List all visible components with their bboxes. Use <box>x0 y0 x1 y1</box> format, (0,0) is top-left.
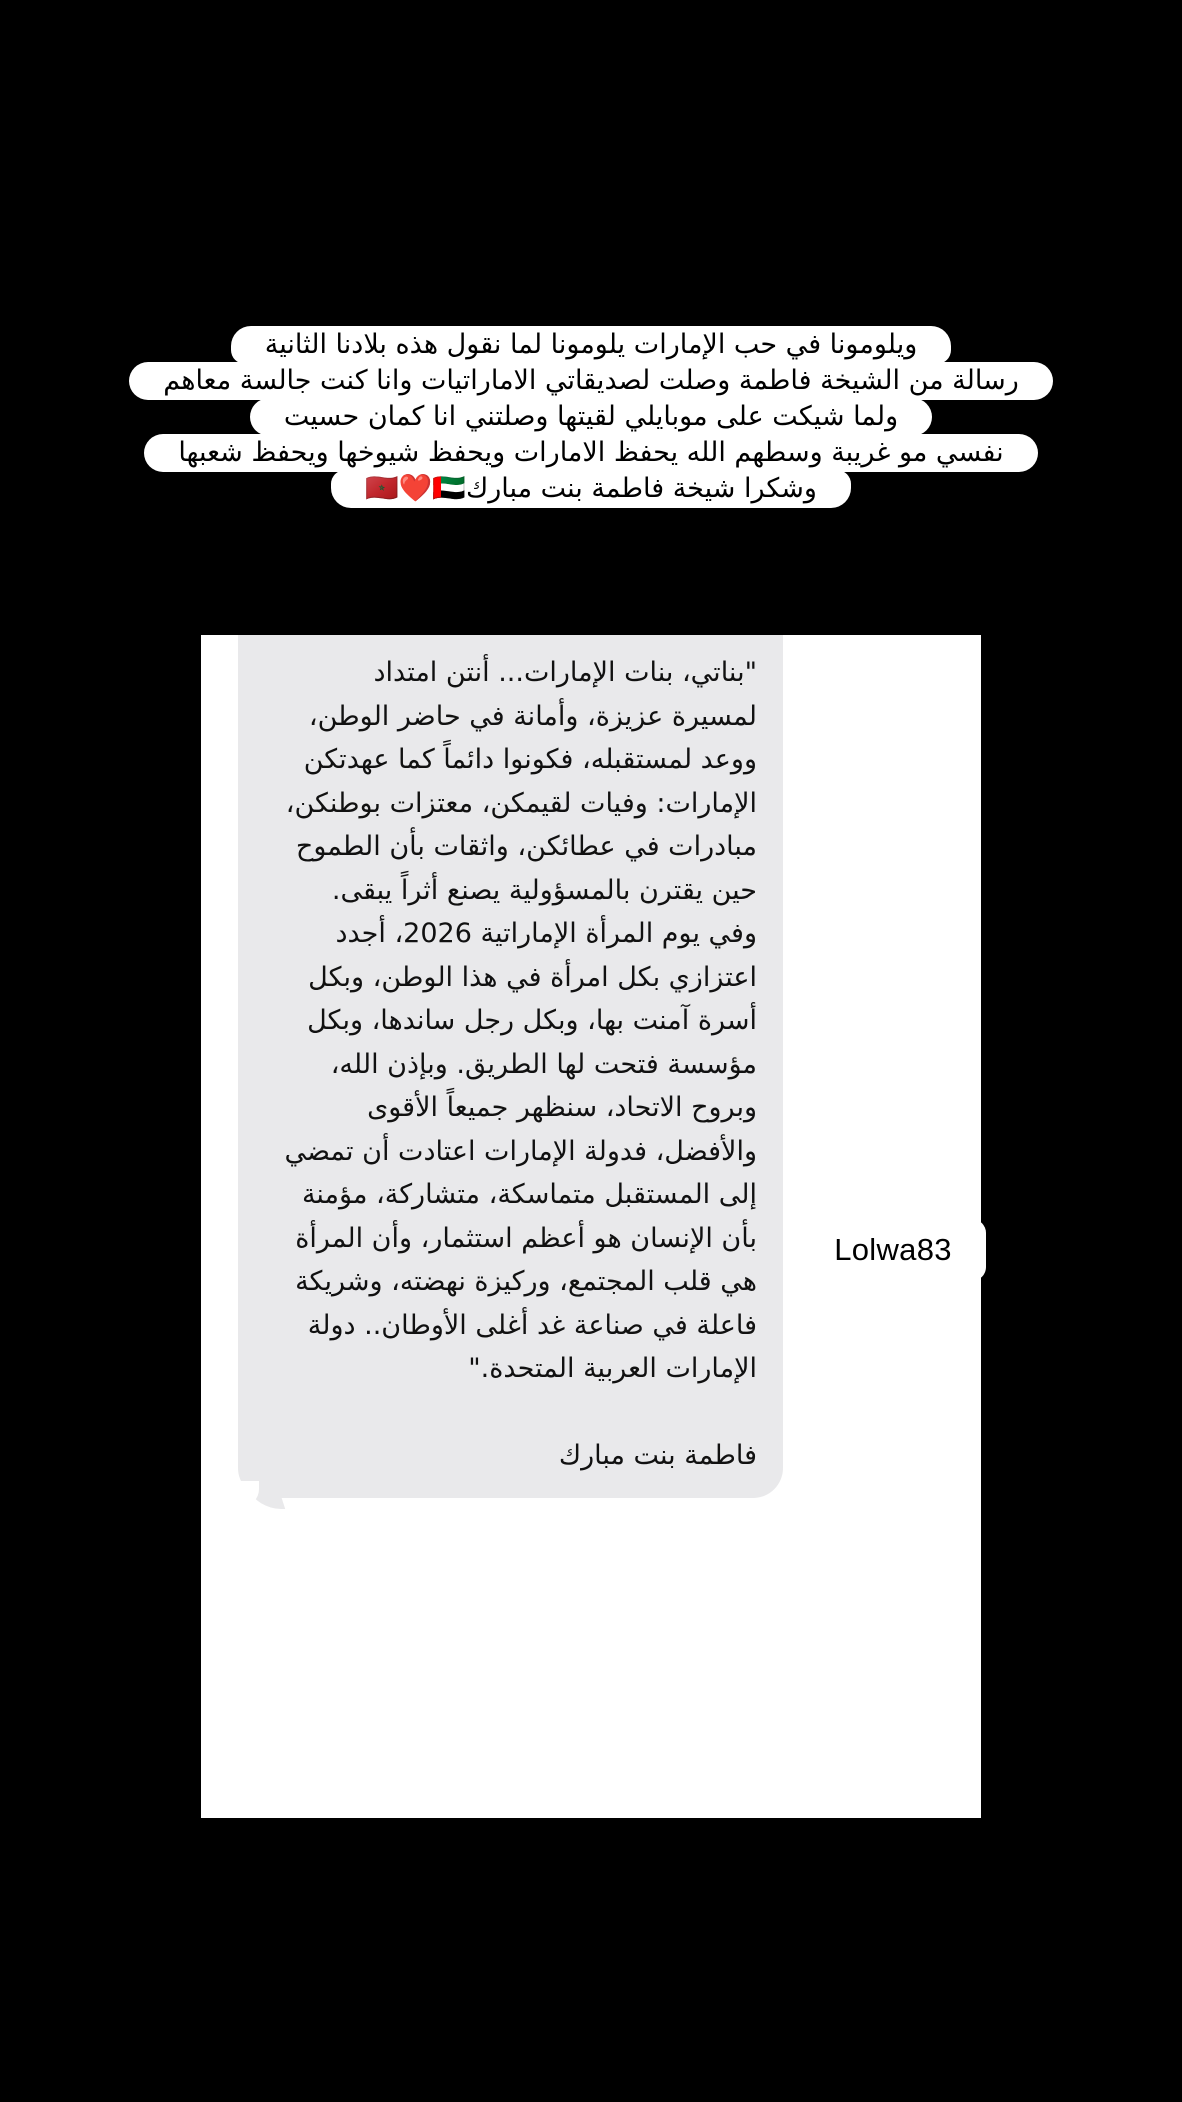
caption-line: نفسي مو غريبة وسطهم الله يحفظ الامارات ويحفظ شيوخها ويحفظ شعبها <box>144 434 1037 472</box>
sender-label <box>800 1219 986 1281</box>
caption-line: ولما شيكت على موبايلي لقيتها وصلتني انا كمان حسيت <box>250 398 932 436</box>
message-line: مؤسسة فتحت لها الطريق. وبإذن الله، <box>330 1048 757 1080</box>
message-line: الإمارات العربية المتحدة." <box>468 1353 757 1384</box>
message-line: إلى المستقبل متماسكة، متشاركة، مؤمنة <box>301 1179 757 1210</box>
message-line: بأن الإنسان هو أعظم استثمار، وأن المرأة <box>295 1222 757 1254</box>
message-line: وفي يوم المرأة الإماراتية 2026، أجدد <box>335 918 757 949</box>
caption-line: رسالة من الشيخة فاطمة وصلت لصديقاتي الاماراتيات وانا كنت جالسة معاهم <box>129 362 1053 400</box>
caption-line: وشكرا شيخة فاطمة بنت مبارك🇲🇦❤️🇦🇪 <box>331 470 851 508</box>
message-screenshot <box>201 635 981 1818</box>
message-line: اعتزازي بكل امرأة في هذا الوطن، وبكل <box>308 961 757 993</box>
message-line: حين يقترن بالمسؤولية يصنع أثراً يبقى. <box>331 874 757 906</box>
message-gap <box>264 1391 757 1435</box>
message-line: ووعد لمستقبله، فكونوا دائماً كما عهدتكن <box>303 744 757 775</box>
message-line: هي قلب المجتمع، وركيزة نهضته، وشريكة <box>295 1266 757 1297</box>
message-bubble <box>238 635 783 1498</box>
message-signature: فاطمة بنت مبارك <box>558 1440 757 1471</box>
message-line: والأفضل، فدولة الإمارات اعتادت أن تمضي <box>284 1135 757 1167</box>
video-caption <box>0 328 1182 508</box>
message-line: "بناتي، بنات الإمارات... أنتن امتداد <box>373 657 757 688</box>
message-line: مبادرات في عطائكن، واثقات بأن الطموح <box>295 831 757 862</box>
caption-line: ويلومونا في حب الإمارات يلومونا لما نقول هذه بلادنا الثانية <box>231 326 952 364</box>
message-line: أسرة آمنت بها، وبكل رجل ساندها، وبكل <box>307 1005 757 1036</box>
bubble-tail-mask <box>235 1481 259 1507</box>
message-line: الإمارات: وفيات لقيمكن، معتزات بوطنكن، <box>285 787 757 819</box>
message-line: لمسيرة عزيزة، وأمانة في حاضر الوطن، <box>308 700 757 732</box>
message-line: فاعلة في صناعة غد أغلى الأوطان.. دولة <box>307 1309 757 1341</box>
message-line: وبروح الاتحاد، سنظهر جميعاً الأقوى <box>367 1092 757 1123</box>
sender-name: Lolwa83 <box>834 1232 952 1267</box>
